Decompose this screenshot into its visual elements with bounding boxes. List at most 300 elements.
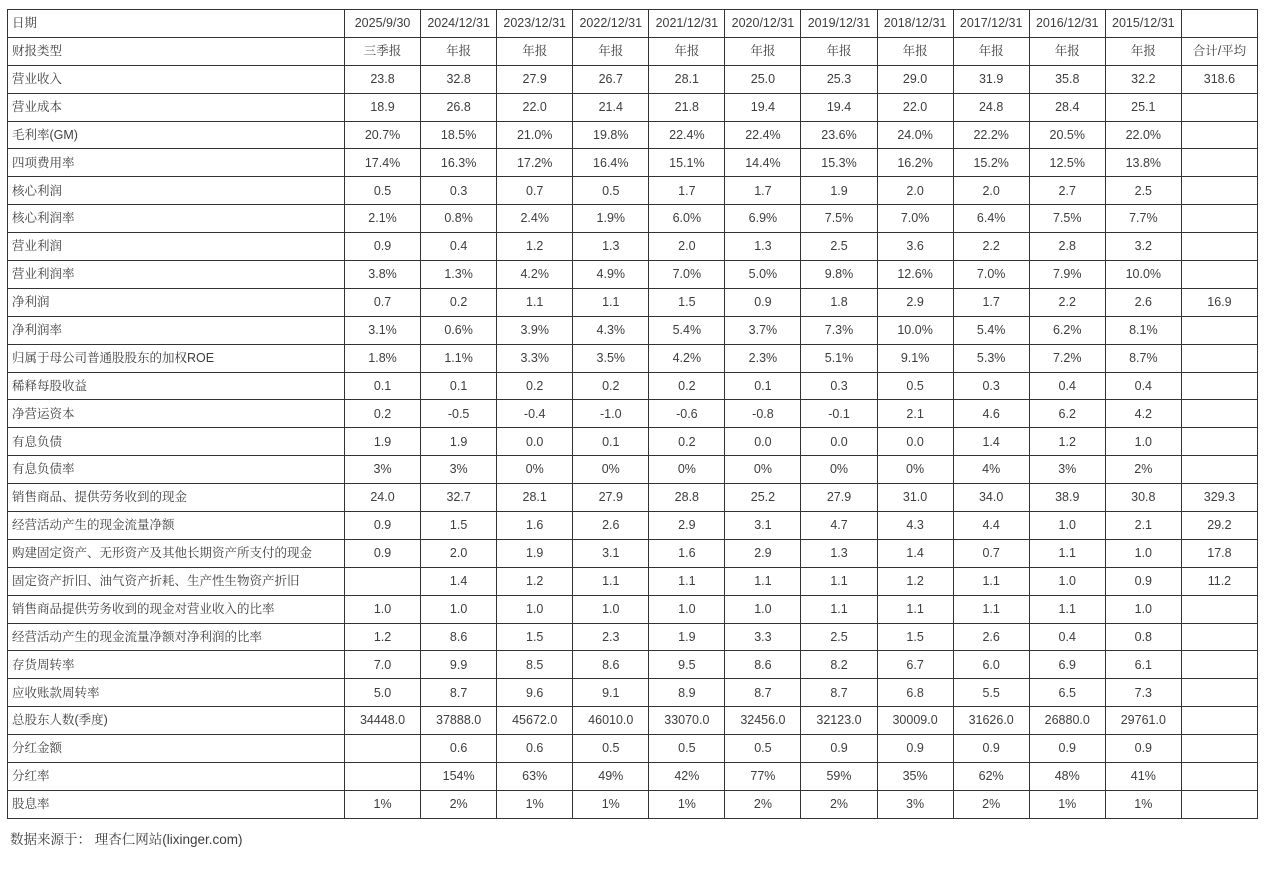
value-cell: 21.8 [649, 93, 725, 121]
value-cell: 7.5% [1029, 205, 1105, 233]
row-label: 营业利润 [8, 233, 345, 261]
value-cell: 29.2 [1181, 512, 1257, 540]
row-label: 固定资产折旧、油气资产折耗、生产性生物资产折旧 [8, 567, 345, 595]
value-cell: -0.4 [497, 400, 573, 428]
value-cell: 3.2 [1105, 233, 1181, 261]
value-cell: 2% [953, 790, 1029, 818]
value-cell: 0.0 [801, 428, 877, 456]
table-row [8, 121, 1258, 149]
report-type-cell: 年报 [801, 37, 877, 65]
value-cell: 6.9% [725, 205, 801, 233]
value-cell: 32456.0 [725, 707, 801, 735]
report-type-cell: 年报 [573, 37, 649, 65]
value-cell: 2.2 [1029, 288, 1105, 316]
value-cell: 5.4% [953, 316, 1029, 344]
value-cell: 1.5 [649, 288, 725, 316]
value-cell: 1.6 [649, 539, 725, 567]
table-row [8, 484, 1258, 512]
value-cell: 0.1 [725, 372, 801, 400]
value-cell: 1.0 [497, 595, 573, 623]
value-cell: 14.4% [725, 149, 801, 177]
value-cell: 1.9 [649, 623, 725, 651]
table-row [8, 428, 1258, 456]
row-label: 营业利润率 [8, 261, 345, 289]
value-cell: 0% [725, 456, 801, 484]
row-label: 有息负债 [8, 428, 345, 456]
report-type-label: 财报类型 [8, 37, 345, 65]
value-cell: 1.1 [801, 567, 877, 595]
value-cell: -0.6 [649, 400, 725, 428]
value-cell: 1.9% [573, 205, 649, 233]
value-cell: 0.9 [1029, 735, 1105, 763]
value-cell: 4.2% [649, 344, 725, 372]
date-header-cell: 2024/12/31 [421, 10, 497, 38]
value-cell: 0.4 [421, 233, 497, 261]
value-cell [1181, 261, 1257, 289]
row-label: 经营活动产生的现金流量净额对净利润的比率 [8, 623, 345, 651]
value-cell: 0.5 [345, 177, 421, 205]
table-row [8, 651, 1258, 679]
value-cell: 2.5 [801, 233, 877, 261]
value-cell: 1.0 [1105, 595, 1181, 623]
value-cell: 9.5 [649, 651, 725, 679]
value-cell: 26.8 [421, 93, 497, 121]
date-header-cell: 2022/12/31 [573, 10, 649, 38]
value-cell: 6.2 [1029, 400, 1105, 428]
value-cell: 1.1% [421, 344, 497, 372]
value-cell: 3.7% [725, 316, 801, 344]
value-cell: 9.9 [421, 651, 497, 679]
value-cell: 4.3 [877, 512, 953, 540]
table-row [8, 93, 1258, 121]
date-header-cell: 2025/9/30 [345, 10, 421, 38]
value-cell: 1.2 [1029, 428, 1105, 456]
date-header-cell: 2016/12/31 [1029, 10, 1105, 38]
value-cell: 2.5 [1105, 177, 1181, 205]
value-cell: 15.1% [649, 149, 725, 177]
value-cell: 3% [421, 456, 497, 484]
value-cell: 32.2 [1105, 65, 1181, 93]
value-cell: 1.1 [801, 595, 877, 623]
value-cell: 0.4 [1105, 372, 1181, 400]
value-cell: 45672.0 [497, 707, 573, 735]
value-cell: 0.9 [345, 512, 421, 540]
value-cell: 12.5% [1029, 149, 1105, 177]
value-cell: 1.7 [649, 177, 725, 205]
value-cell: 48% [1029, 763, 1105, 791]
value-cell: 3% [1029, 456, 1105, 484]
value-cell: 0.6 [421, 735, 497, 763]
value-cell: 2.0 [877, 177, 953, 205]
value-cell: 0.1 [573, 428, 649, 456]
value-cell: 16.3% [421, 149, 497, 177]
value-cell: 28.8 [649, 484, 725, 512]
value-cell: 3.3% [497, 344, 573, 372]
value-cell: 7.7% [1105, 205, 1181, 233]
value-cell: 0% [801, 456, 877, 484]
value-cell: 24.0% [877, 121, 953, 149]
value-cell: 1.5 [421, 512, 497, 540]
value-cell: 1% [1029, 790, 1105, 818]
value-cell: 4.6 [953, 400, 1029, 428]
value-cell: 25.2 [725, 484, 801, 512]
value-cell: 6.4% [953, 205, 1029, 233]
value-cell: 10.0% [1105, 261, 1181, 289]
report-type-cell: 年报 [1029, 37, 1105, 65]
report-type-cell: 年报 [953, 37, 1029, 65]
value-cell: 0.1 [345, 372, 421, 400]
value-cell: 9.6 [497, 679, 573, 707]
value-cell: 2.8 [1029, 233, 1105, 261]
value-cell: 0.2 [497, 372, 573, 400]
value-cell: 5.5 [953, 679, 1029, 707]
value-cell: 18.5% [421, 121, 497, 149]
row-label: 销售商品、提供劳务收到的现金 [8, 484, 345, 512]
value-cell: 1.0 [1029, 567, 1105, 595]
value-cell [1181, 595, 1257, 623]
value-cell: 22.2% [953, 121, 1029, 149]
value-cell: 33070.0 [649, 707, 725, 735]
value-cell: 0.3 [421, 177, 497, 205]
value-cell: 1.7 [953, 288, 1029, 316]
value-cell [1181, 400, 1257, 428]
value-cell: 16.2% [877, 149, 953, 177]
value-cell: 16.9 [1181, 288, 1257, 316]
value-cell: 22.0% [1105, 121, 1181, 149]
row-label: 分红率 [8, 763, 345, 791]
value-cell: 1.9 [801, 177, 877, 205]
date-header-cell: 2015/12/31 [1105, 10, 1181, 38]
value-cell: 27.9 [573, 484, 649, 512]
value-cell: 7.2% [1029, 344, 1105, 372]
value-cell: 20.7% [345, 121, 421, 149]
table-row [8, 595, 1258, 623]
value-cell: 1.9 [345, 428, 421, 456]
value-cell: 2.6 [1105, 288, 1181, 316]
row-label: 归属于母公司普通股股东的加权ROE [8, 344, 345, 372]
value-cell [1181, 651, 1257, 679]
value-cell: 24.8 [953, 93, 1029, 121]
value-cell: 26.7 [573, 65, 649, 93]
value-cell: 0% [877, 456, 953, 484]
value-cell: 0.9 [953, 735, 1029, 763]
value-cell: 0.1 [421, 372, 497, 400]
value-cell: 1.1 [1029, 595, 1105, 623]
value-cell: 23.8 [345, 65, 421, 93]
value-cell: 20.5% [1029, 121, 1105, 149]
table-row [8, 261, 1258, 289]
row-label: 稀释每股收益 [8, 372, 345, 400]
value-cell: 28.1 [649, 65, 725, 93]
row-label: 核心利润率 [8, 205, 345, 233]
value-cell: 1.1 [953, 567, 1029, 595]
row-label: 存货周转率 [8, 651, 345, 679]
value-cell: 4.4 [953, 512, 1029, 540]
date-header-row [8, 10, 1258, 38]
value-cell [1181, 428, 1257, 456]
value-cell: 8.7% [1105, 344, 1181, 372]
value-cell: 21.4 [573, 93, 649, 121]
table-row [8, 205, 1258, 233]
value-cell: 0.5 [573, 735, 649, 763]
value-cell: 1.2 [497, 233, 573, 261]
value-cell [1181, 623, 1257, 651]
value-cell: 1.4 [421, 567, 497, 595]
value-cell: 1.1 [649, 567, 725, 595]
value-cell: 329.3 [1181, 484, 1257, 512]
table-row [8, 233, 1258, 261]
value-cell: 9.1 [573, 679, 649, 707]
value-cell: 2.0 [421, 539, 497, 567]
value-cell: 3% [345, 456, 421, 484]
value-cell: 4.7 [801, 512, 877, 540]
date-header-cell: 2023/12/31 [497, 10, 573, 38]
value-cell: 2% [801, 790, 877, 818]
value-cell: 29.0 [877, 65, 953, 93]
value-cell: 2.7 [1029, 177, 1105, 205]
value-cell [1181, 790, 1257, 818]
value-cell: 8.9 [649, 679, 725, 707]
value-cell: 30009.0 [877, 707, 953, 735]
row-label: 毛利率(GM) [8, 121, 345, 149]
value-cell: 9.8% [801, 261, 877, 289]
value-cell: 12.6% [877, 261, 953, 289]
row-label: 净利润率 [8, 316, 345, 344]
value-cell: 1.1 [953, 595, 1029, 623]
value-cell: 31626.0 [953, 707, 1029, 735]
date-header-cell: 2021/12/31 [649, 10, 725, 38]
value-cell: 8.7 [725, 679, 801, 707]
date-header-label: 日期 [8, 10, 345, 38]
value-cell: 2% [1105, 456, 1181, 484]
value-cell: 37888.0 [421, 707, 497, 735]
value-cell [1181, 707, 1257, 735]
value-cell [345, 735, 421, 763]
value-cell: 24.0 [345, 484, 421, 512]
report-type-cell: 年报 [1105, 37, 1181, 65]
value-cell: 15.2% [953, 149, 1029, 177]
value-cell: 1.5 [877, 623, 953, 651]
value-cell: 5.3% [953, 344, 1029, 372]
value-cell: 16.4% [573, 149, 649, 177]
table-body [8, 10, 1258, 819]
value-cell: 25.1 [1105, 93, 1181, 121]
value-cell: 1.8% [345, 344, 421, 372]
value-cell: 17.2% [497, 149, 573, 177]
value-cell: 38.9 [1029, 484, 1105, 512]
row-label: 购建固定资产、无形资产及其他长期资产所支付的现金 [8, 539, 345, 567]
value-cell: 62% [953, 763, 1029, 791]
value-cell: 1.1 [573, 567, 649, 595]
value-cell: 6.2% [1029, 316, 1105, 344]
report-type-row [8, 37, 1258, 65]
value-cell [1181, 763, 1257, 791]
value-cell: 0.9 [345, 539, 421, 567]
value-cell: 1.1 [877, 595, 953, 623]
value-cell: 154% [421, 763, 497, 791]
value-cell: 32123.0 [801, 707, 877, 735]
value-cell: 2.0 [953, 177, 1029, 205]
table-row [8, 65, 1258, 93]
date-header-cell [1181, 10, 1257, 38]
value-cell [1181, 121, 1257, 149]
value-cell: 27.9 [497, 65, 573, 93]
value-cell: 1% [573, 790, 649, 818]
value-cell: 27.9 [801, 484, 877, 512]
report-type-cell: 年报 [877, 37, 953, 65]
table-row [8, 790, 1258, 818]
value-cell: 9.1% [877, 344, 953, 372]
value-cell: 28.4 [1029, 93, 1105, 121]
value-cell: 2.1 [877, 400, 953, 428]
value-cell: -0.5 [421, 400, 497, 428]
value-cell: 1.9 [421, 428, 497, 456]
value-cell: 0.9 [801, 735, 877, 763]
value-cell: 0.8 [1105, 623, 1181, 651]
value-cell: 6.0% [649, 205, 725, 233]
value-cell: 59% [801, 763, 877, 791]
value-cell: 0.9 [1105, 567, 1181, 595]
value-cell: 0.9 [1105, 735, 1181, 763]
value-cell: 0.0 [725, 428, 801, 456]
value-cell: 7.3% [801, 316, 877, 344]
value-cell: 8.7 [421, 679, 497, 707]
value-cell: 2.1% [345, 205, 421, 233]
value-cell: 3.1 [725, 512, 801, 540]
table-row [8, 372, 1258, 400]
row-label: 营业收入 [8, 65, 345, 93]
value-cell: 4.9% [573, 261, 649, 289]
value-cell: 3.5% [573, 344, 649, 372]
report-type-cell: 年报 [649, 37, 725, 65]
value-cell [1181, 735, 1257, 763]
value-cell: 17.4% [345, 149, 421, 177]
value-cell: 42% [649, 763, 725, 791]
value-cell: 8.2 [801, 651, 877, 679]
table-row [8, 623, 1258, 651]
table-row [8, 707, 1258, 735]
value-cell: 2.0 [649, 233, 725, 261]
value-cell: 0% [649, 456, 725, 484]
value-cell: 0.4 [1029, 372, 1105, 400]
report-type-cell: 合计/平均 [1181, 37, 1257, 65]
row-label: 股息率 [8, 790, 345, 818]
value-cell: 0.5 [649, 735, 725, 763]
value-cell: 3.6 [877, 233, 953, 261]
value-cell: 4.2% [497, 261, 573, 289]
value-cell: 7.0% [877, 205, 953, 233]
value-cell: 1.0 [573, 595, 649, 623]
row-label: 总股东人数(季度) [8, 707, 345, 735]
value-cell: 2.9 [877, 288, 953, 316]
value-cell: 0.7 [345, 288, 421, 316]
value-cell: 1.4 [877, 539, 953, 567]
value-cell: 35% [877, 763, 953, 791]
row-label: 有息负债率 [8, 456, 345, 484]
value-cell: 3.1% [345, 316, 421, 344]
value-cell: 35.8 [1029, 65, 1105, 93]
report-type-cell: 年报 [421, 37, 497, 65]
value-cell: 1.8 [801, 288, 877, 316]
table-row [8, 735, 1258, 763]
date-header-cell: 2019/12/31 [801, 10, 877, 38]
value-cell: 0.5 [573, 177, 649, 205]
value-cell [1181, 93, 1257, 121]
value-cell: 3.9% [497, 316, 573, 344]
table-row [8, 288, 1258, 316]
value-cell: 3.3 [725, 623, 801, 651]
row-label: 应收账款周转率 [8, 679, 345, 707]
value-cell: 1% [345, 790, 421, 818]
value-cell: 21.0% [497, 121, 573, 149]
value-cell: 7.0 [345, 651, 421, 679]
value-cell: 25.0 [725, 65, 801, 93]
value-cell: 32.7 [421, 484, 497, 512]
table-row [8, 679, 1258, 707]
value-cell: 1.0 [345, 595, 421, 623]
table-row [8, 177, 1258, 205]
row-label: 净营运资本 [8, 400, 345, 428]
report-type-cell: 年报 [497, 37, 573, 65]
value-cell: 4.3% [573, 316, 649, 344]
value-cell: 6.9 [1029, 651, 1105, 679]
value-cell [1181, 456, 1257, 484]
value-cell: 2.3 [573, 623, 649, 651]
value-cell: 25.3 [801, 65, 877, 93]
table-row [8, 763, 1258, 791]
value-cell: 6.7 [877, 651, 953, 679]
value-cell [1181, 679, 1257, 707]
value-cell: 8.6 [421, 623, 497, 651]
value-cell: 31.0 [877, 484, 953, 512]
value-cell: 22.4% [649, 121, 725, 149]
table-row [8, 344, 1258, 372]
value-cell: 5.1% [801, 344, 877, 372]
value-cell: 0.9 [725, 288, 801, 316]
value-cell: 0.2 [649, 428, 725, 456]
value-cell: 0.2 [649, 372, 725, 400]
table-row [8, 149, 1258, 177]
value-cell: 0.2 [345, 400, 421, 428]
value-cell: 0.6% [421, 316, 497, 344]
table-row [8, 539, 1258, 567]
value-cell [345, 567, 421, 595]
value-cell: 5.0% [725, 261, 801, 289]
value-cell: 34.0 [953, 484, 1029, 512]
value-cell: 0.2 [421, 288, 497, 316]
value-cell [1181, 177, 1257, 205]
value-cell: 18.9 [345, 93, 421, 121]
value-cell: 23.6% [801, 121, 877, 149]
value-cell: 0.6 [497, 735, 573, 763]
value-cell [345, 763, 421, 791]
value-cell: 46010.0 [573, 707, 649, 735]
value-cell: 8.7 [801, 679, 877, 707]
value-cell: 2.9 [649, 512, 725, 540]
value-cell: 1.2 [497, 567, 573, 595]
value-cell [1181, 372, 1257, 400]
row-label: 经营活动产生的现金流量净额 [8, 512, 345, 540]
value-cell: 0.8% [421, 205, 497, 233]
value-cell: 0.2 [573, 372, 649, 400]
value-cell: 31.9 [953, 65, 1029, 93]
value-cell: 32.8 [421, 65, 497, 93]
value-cell: 1.3 [573, 233, 649, 261]
value-cell [1181, 233, 1257, 261]
value-cell: 3.1 [573, 539, 649, 567]
value-cell: 1.0 [421, 595, 497, 623]
value-cell: 22.4% [725, 121, 801, 149]
